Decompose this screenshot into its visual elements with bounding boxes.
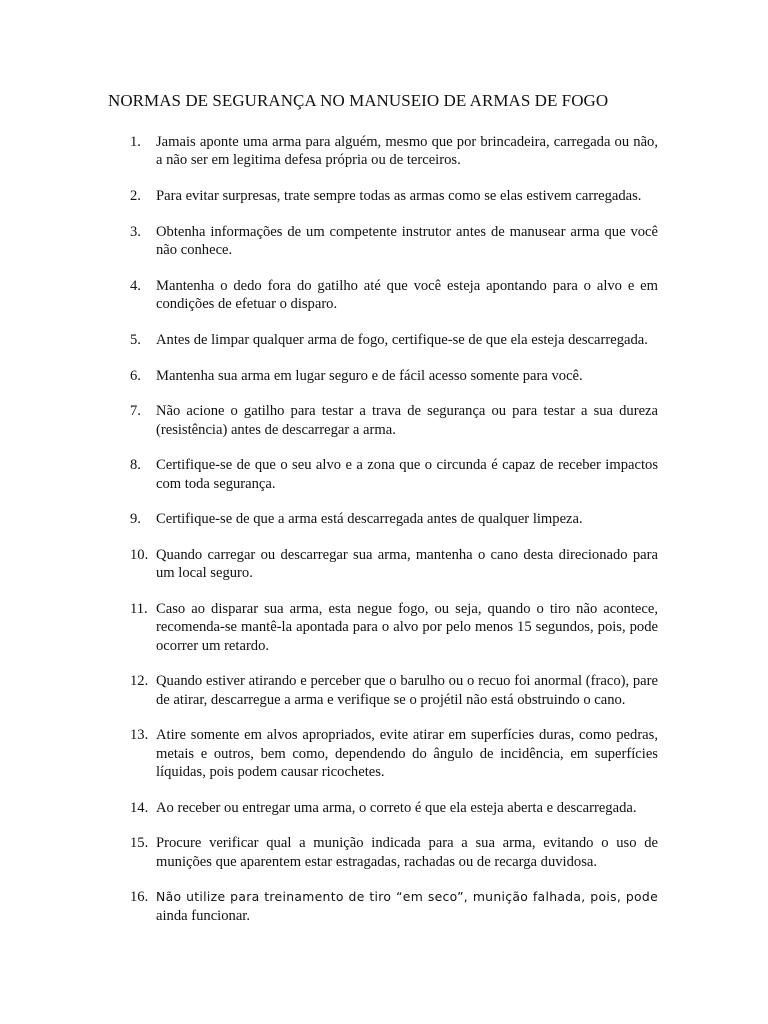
list-item-text: Quando estiver atirando e perceber que o barulho ou o recuo foi anormal (fraco), pare de atirar, descarregue a arma e verifique se o projétil não está obstruindo o cano. (156, 673, 658, 708)
list-item-text: Mantenha o dedo fora do gatilho até que você esteja apontando para o alvo e em condições de efetuar o disparo. (156, 277, 658, 312)
list-item-number: 10. (130, 547, 149, 564)
list-item-text (156, 889, 658, 923)
list-item (110, 277, 658, 313)
list-item-text: Jamais aponte uma arma para alguém, mesmo que por brincadeira, carregada ou não, a não ser em legitima defesa própria ou de terceiros. (156, 134, 658, 169)
list-item-number: 1. (130, 134, 141, 150)
list-item-number: 13. (130, 727, 149, 744)
list-item-number: 7. (130, 403, 141, 420)
list-item (110, 799, 658, 817)
list-item-text: Procure verificar qual a munição indicada para a sua arma, evitando o uso de munições que aparentem estar estragadas, rachadas ou de recarga duvidosa. (156, 835, 658, 870)
list-item-text: Quando carregar ou descarregar sua arma, mantenha o cano desta direcionado para um local seguro. (156, 547, 658, 582)
list-item-number: 4. (130, 277, 141, 294)
list-item (110, 367, 658, 385)
list-item-number: 11. (130, 601, 148, 618)
list-item (110, 133, 658, 169)
list-item (110, 331, 658, 349)
list-item-number: 6. (130, 367, 141, 384)
list-item (110, 546, 658, 582)
list-item-number: 12. (130, 673, 149, 690)
list-item-number: 2. (130, 188, 141, 204)
list-item-text: Obtenha informações de um competente instrutor antes de manusear arma que você não conhece. (156, 223, 658, 258)
list-item-text: Não acione o gatilho para testar a trava de segurança ou para testar a sua dureza (resistência) antes de descarregar a arma. (156, 403, 658, 438)
list-item-text: Mantenha sua arma em lugar seguro e de fácil acesso somente para você. (156, 367, 583, 384)
safety-rules-list (110, 133, 658, 942)
list-item (110, 187, 658, 205)
list-item-text: Para evitar surpresas, trate sempre todas as armas como se elas estivem carregadas. (156, 188, 642, 204)
list-item (110, 726, 658, 781)
list-item-text: Atire somente em alvos apropriados, evite atirar em superfícies duras, como pedras, metais e outros, bem como, dependendo do ângulo de incidência, em superfícies líquidas, pois podem causar ricochetes. (156, 727, 658, 780)
list-item (110, 456, 658, 492)
list-item (110, 510, 658, 528)
list-item-text-sans: Não utilize para treinamento de tiro “em seco”, munição falhada, pois, pode (156, 889, 658, 905)
list-item (110, 223, 658, 259)
list-item (110, 834, 658, 870)
list-item (110, 402, 658, 438)
list-item-number: 5. (130, 331, 141, 348)
list-item-text-serif: ainda funcionar. (156, 907, 251, 924)
list-item-text: Ao receber ou entregar uma arma, o correto é que ela esteja aberta e descarregada. (156, 799, 637, 816)
list-item-text: Caso ao disparar sua arma, esta negue fogo, ou seja, quando o tiro não acontece, recomenda-se mantê-la apontada para o alvo por pelo menos 15 segundos, pois, pode ocorrer um retardo. (156, 601, 658, 654)
document-title: NORMAS DE SEGURANÇA NO MANUSEIO DE ARMAS DE FOGO (108, 91, 609, 110)
list-item-number: 3. (130, 223, 141, 240)
list-item-number: 8. (130, 457, 141, 474)
list-item-text: Certifique-se de que a arma está descarregada antes de qualquer limpeza. (156, 511, 583, 528)
list-item-number: 15. (130, 835, 149, 852)
list-item-number: 9. (130, 511, 141, 528)
list-item-number: 14. (130, 799, 149, 816)
list-item-number: 16. (130, 889, 149, 906)
list-item (110, 672, 658, 708)
list-item (110, 888, 658, 924)
list-item-text: Antes de limpar qualquer arma de fogo, certifique-se de que ela esteja descarregada. (156, 331, 648, 348)
list-item (110, 600, 658, 655)
list-item-text: Certifique-se de que o seu alvo e a zona que o circunda é capaz de receber impactos com toda segurança. (156, 457, 658, 492)
